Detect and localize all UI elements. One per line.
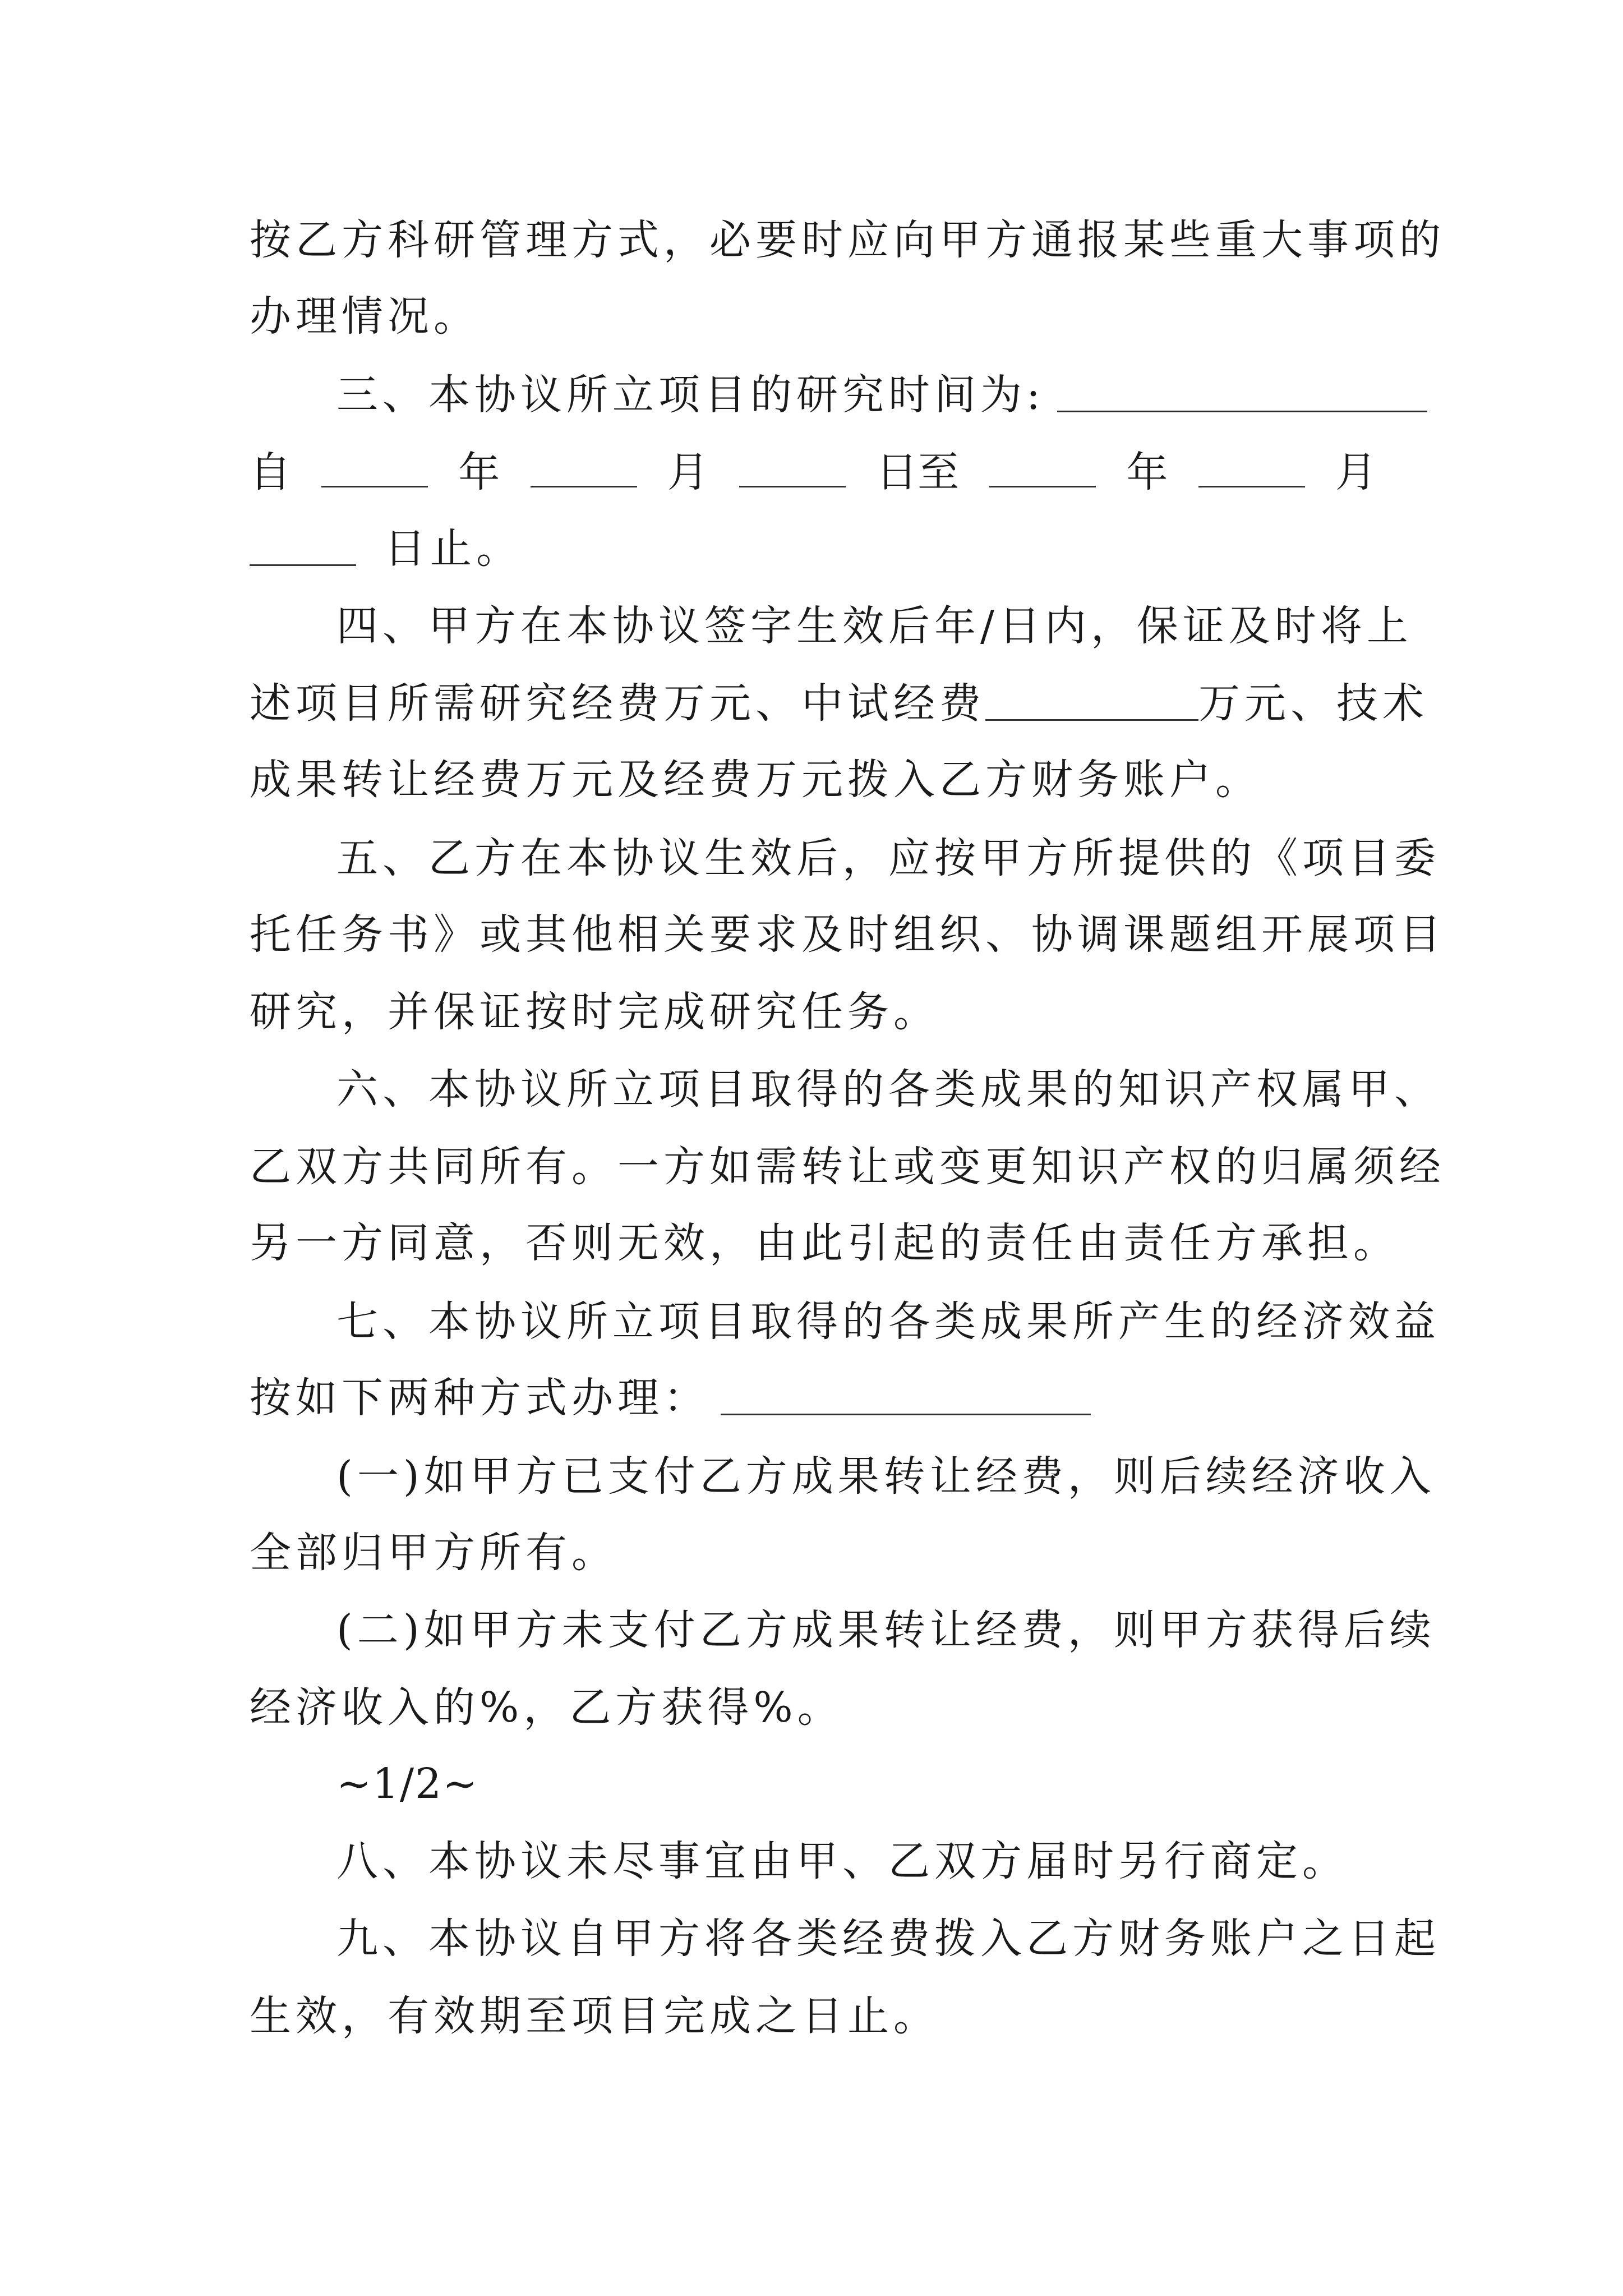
clause-3-text: 三、本协议所立项目的研究时间为: (336, 371, 1045, 419)
blank-underline (721, 1414, 1091, 1415)
date-day-to-label: 日至 (876, 448, 960, 496)
date-month-label: 月 (1335, 448, 1377, 496)
date-range-line (250, 447, 1377, 498)
date-end-line (250, 523, 1377, 574)
paragraph-line: 生效，有效期至项目完成之日止。 (250, 1992, 939, 2040)
date-month-label: 月 (667, 448, 709, 496)
date-from-label: 自 (250, 448, 291, 496)
clause-4-text-cont: 万元、技术 (1198, 679, 1428, 728)
blank-underline (250, 564, 356, 566)
paragraph-line: 办理情况。 (250, 292, 479, 341)
paragraph-line: 成果转让经费万元及经费万元拨入乙方财务账户。 (250, 756, 1261, 804)
paragraph-line: 七、本协议所立项目取得的各类成果所产生的经济效益 (336, 1297, 1440, 1346)
paragraph-line: 八、本协议未尽事宜由甲、乙双方届时另行商定。 (336, 1837, 1348, 1885)
paragraph-line: 按乙方科研管理方式，必要时应向甲方通报某些重大事项的 (250, 216, 1445, 264)
paragraph-line: 乙双方共同所有。一方如需转让或变更知识产权的归属须经 (250, 1143, 1445, 1191)
clause-3-line (336, 369, 1377, 421)
blank-underline (739, 486, 846, 487)
paragraph-line: (二)如甲方未支付乙方成果转让经费，则甲方获得后续 (336, 1606, 1436, 1654)
date-year-label: 年 (1126, 448, 1168, 496)
paragraph-line: 研究，并保证按时完成研究任务。 (250, 988, 939, 1036)
paragraph-line: 另一方同意，否则无效，由此引起的责任由责任方承担。 (250, 1219, 1399, 1267)
paragraph-line: 托任务书》或其他相关要求及时组织、协调课题组开展项目 (250, 910, 1445, 959)
paragraph-line: 全部归甲方所有。 (250, 1529, 617, 1577)
blank-underline (989, 486, 1096, 487)
clause-7-text: 按如下两种方式办理： (250, 1374, 709, 1422)
paragraph-line: 五、乙方在本协议生效后，应按甲方所提供的《项目委 (336, 834, 1440, 882)
clause-4-text: 述项目所需研究经费万元、中试经费 (250, 679, 985, 728)
page-number: ~1/2~ (336, 1760, 479, 1808)
date-year-label: 年 (458, 448, 500, 496)
clause-4-line (250, 678, 1428, 729)
clause-7-line (250, 1372, 1377, 1424)
paragraph-line: 六、本协议所立项目取得的各类成果的知识产权属甲、 (336, 1065, 1440, 1114)
paragraph-line: 四、甲方在本协议签字生效后年/日内，保证及时将上 (336, 602, 1413, 650)
blank-underline (1057, 411, 1427, 412)
date-end-text: 日止。 (384, 524, 522, 573)
blank-underline (985, 719, 1198, 721)
blank-underline (531, 486, 637, 487)
paragraph-line: (一)如甲方已支付乙方成果转让经费，则后续经济收入 (336, 1452, 1436, 1501)
paragraph-line: 经济收入的%，乙方获得%。 (250, 1683, 843, 1732)
paragraph-line: 九、本协议自甲方将各类经费拨入乙方财务账户之日起 (336, 1915, 1440, 1963)
blank-underline (1198, 486, 1305, 487)
blank-underline (321, 486, 428, 487)
